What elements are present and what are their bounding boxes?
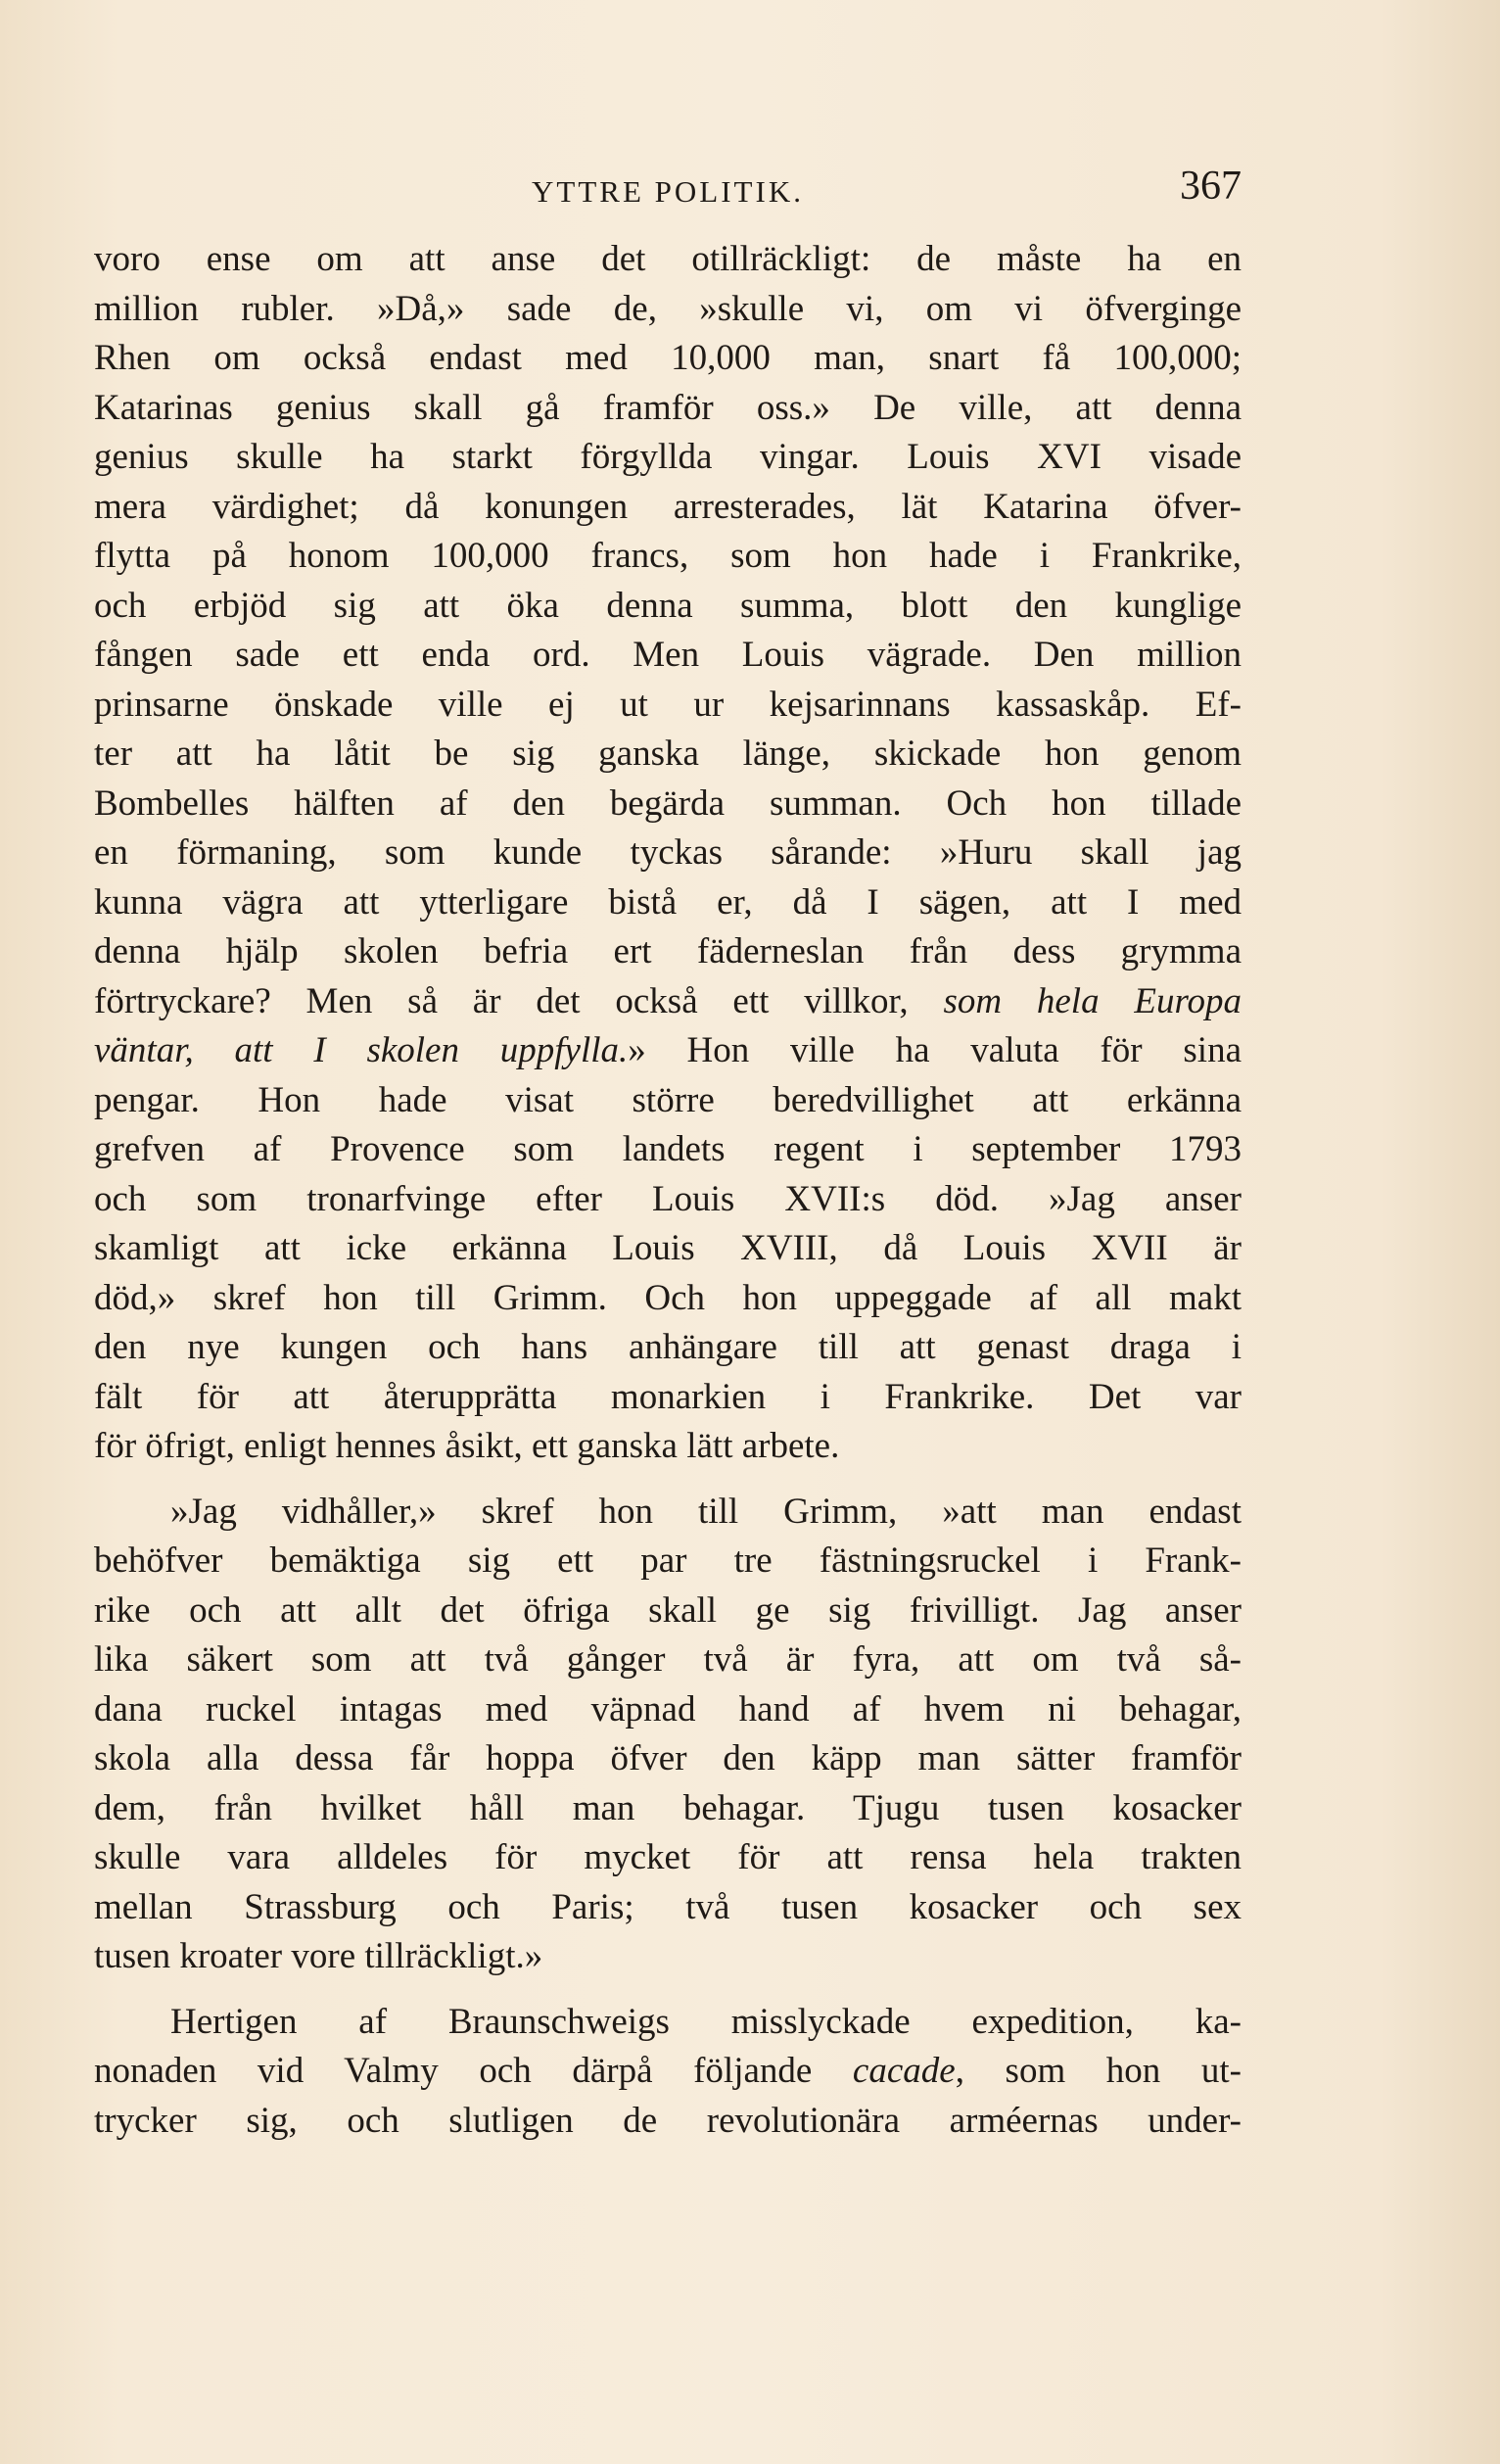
running-title: YTTRE POLITIK. — [532, 174, 804, 209]
text-line — [94, 730, 1242, 780]
text-segment: trycker sig, och slutligen de revolutionära arméernas under- — [94, 2100, 1242, 2141]
text-segment: behöfver bemäktiga sig ett par tre fästningsruckel i Frank- — [94, 1540, 1242, 1581]
text-segment: nonaden vid Valmy och därpå följande — [94, 2051, 853, 2091]
text-segment: fält för att återupprätta monarkien i Frankrike. Det var — [94, 1376, 1242, 1417]
text-line — [94, 1734, 1242, 1784]
text-line — [94, 483, 1242, 533]
text-line — [94, 2047, 1242, 2097]
text-segment: dem, från hvilket håll man behagar. Tjugu tusen kosacker — [94, 1787, 1242, 1828]
text-line — [94, 1125, 1242, 1175]
text-segment: för öfrigt, enligt hennes åsikt, ett ganska lätt arbete. — [94, 1426, 840, 1466]
text-line — [94, 1833, 1242, 1883]
italic-text: som hela Europa — [943, 980, 1242, 1021]
text-line — [94, 1883, 1242, 1933]
text-line — [94, 582, 1242, 632]
text-line — [94, 1685, 1242, 1735]
text-segment: flytta på honom 100,000 francs, som hon hade i Frankrike, — [94, 536, 1242, 576]
text-segment: Hertigen af Braunschweigs misslyckade expedition, ka- — [170, 2001, 1242, 2042]
text-line — [94, 977, 1242, 1027]
text-line — [94, 878, 1242, 928]
text-segment: skamligt att icke erkänna Louis XVIII, då Louis XVII är — [94, 1228, 1242, 1268]
text-segment: mera värdighet; då konungen arresterades, lät Katarina öfver- — [94, 486, 1242, 527]
page-number: 367 — [1180, 164, 1242, 209]
text-line — [94, 1224, 1242, 1274]
text-line — [94, 334, 1242, 384]
text-segment: lika säkert som att två gånger två är fyra, att om två så- — [94, 1639, 1242, 1680]
text-segment: Katarinas genius skall gå framför oss.» De ville, att denna — [94, 387, 1242, 428]
text-line — [94, 681, 1242, 731]
text-segment: kunna vägra att ytterligare bistå er, då I sägen, att I med — [94, 881, 1242, 923]
text-segment: en förmaning, som kunde tyckas sårande: »Huru skall jag — [94, 832, 1242, 873]
text-segment: , som hon ut- — [955, 2051, 1242, 2091]
text-line — [94, 1422, 1242, 1472]
text-segment: förtryckare? Men så är det också ett villkor, — [94, 980, 944, 1021]
text-line — [94, 927, 1242, 977]
running-head — [94, 161, 1242, 219]
text-segment: död,» skref hon till Grimm. Och hon uppeggade af all makt — [94, 1277, 1242, 1318]
text-segment: skola alla dessa får hoppa öfver den käpp man sätter framför — [94, 1738, 1242, 1778]
italic-text: väntar, att I skolen uppfylla. — [94, 1030, 629, 1070]
text-line — [94, 1998, 1242, 2048]
text-segment: » Hon ville ha valuta för sina — [628, 1030, 1242, 1070]
text-segment: dana ruckel intagas med väpnad hand af hvem ni behagar, — [94, 1688, 1242, 1730]
text-segment: tusen kroater vore tillräckligt.» — [94, 1936, 543, 1976]
text-line — [94, 1274, 1242, 1324]
text-line — [94, 1587, 1242, 1636]
text-segment: denna hjälp skolen befria ert fäderneslan från dess grymma — [94, 931, 1242, 971]
body-text — [94, 235, 1242, 2146]
text-line — [94, 1373, 1242, 1423]
text-line — [94, 1175, 1242, 1225]
text-line — [94, 2097, 1242, 2147]
text-line — [94, 1784, 1242, 1834]
text-segment: million rubler. »Då,» sade de, »skulle vi, om vi öfverginge — [94, 288, 1242, 329]
text-line — [94, 1488, 1242, 1538]
text-segment: »Jag vidhåller,» skref hon till Grimm, »att man endast — [170, 1491, 1242, 1532]
text-line — [94, 433, 1242, 483]
text-line — [94, 1026, 1242, 1076]
text-segment: Rhen om också endast med 10,000 man, snart få 100,000; — [94, 338, 1242, 378]
text-segment: voro ense om att anse det otillräckligt: de måste ha en — [94, 239, 1242, 279]
text-line — [94, 532, 1242, 582]
text-segment: genius skulle ha starkt förgyllda vingar. Louis XVI visade — [94, 437, 1242, 477]
text-line — [94, 1323, 1242, 1373]
text-segment: fången sade ett enda ord. Men Louis vägrade. Den million — [94, 635, 1242, 675]
text-line — [94, 1076, 1242, 1126]
text-segment: och erbjöd sig att öka denna summa, blott den kunglige — [94, 585, 1242, 626]
text-line — [94, 1635, 1242, 1685]
text-line — [94, 1932, 1242, 1982]
text-segment: och som tronarfvinge efter Louis XVII:s död. »Jag anser — [94, 1178, 1242, 1219]
text-segment: rike och att allt det öfriga skall ge sig frivilligt. Jag anser — [94, 1589, 1242, 1631]
text-line — [94, 285, 1242, 335]
text-segment: ter att ha låtit be sig ganska länge, skickade hon genom — [94, 734, 1242, 774]
paragraph — [94, 1998, 1242, 2147]
text-segment: skulle vara alldeles för mycket för att rensa hela trakten — [94, 1837, 1242, 1877]
text-line — [94, 631, 1242, 681]
text-line — [94, 829, 1242, 878]
italic-text: cacade — [852, 2051, 956, 2091]
text-segment: Bombelles hälften af den begärda summan. Och hon tillade — [94, 782, 1242, 824]
paragraph — [94, 1488, 1242, 1982]
text-line — [94, 780, 1242, 829]
text-segment: grefven af Provence som landets regent i september 1793 — [94, 1129, 1242, 1169]
text-line — [94, 384, 1242, 434]
text-line — [94, 1537, 1242, 1587]
text-segment: den nye kungen och hans anhängare till att genast draga i — [94, 1327, 1242, 1367]
text-line — [94, 235, 1242, 285]
paragraph — [94, 235, 1242, 1472]
text-segment: pengar. Hon hade visat större beredvillighet att erkänna — [94, 1079, 1242, 1120]
text-segment: prinsarne önskade ville ej ut ur kejsarinnans kassaskåp. Ef- — [94, 684, 1242, 725]
text-segment: mellan Strassburg och Paris; två tusen kosacker och sex — [94, 1886, 1242, 1927]
